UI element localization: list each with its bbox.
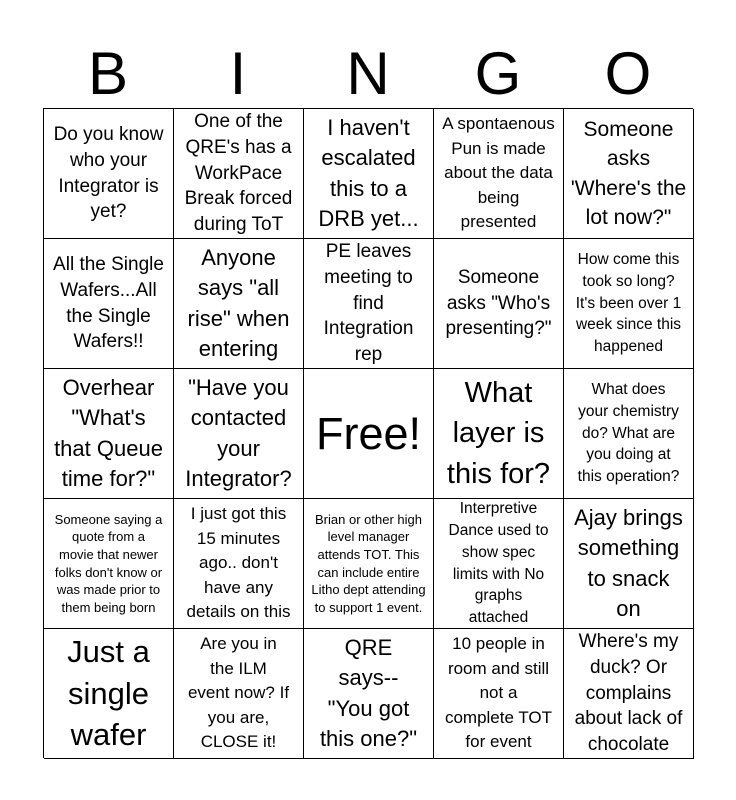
cell-text: How come this took so long? It's been over 1 week since this happened <box>575 251 682 356</box>
header-letter-g: G <box>474 40 522 107</box>
cell-text: I just got this 15 minutes ago.. don't have any details on this <box>186 503 291 622</box>
cell-text: Someone saying a quote from a movie that newer folks don't know or was made prior to them being born <box>54 511 163 615</box>
bingo-cell-free[interactable] <box>304 369 434 499</box>
header-letter-b: B <box>87 40 129 107</box>
free-space-text: Free! <box>315 407 422 459</box>
cell-text: A spontaenous Pun is made about the data being presented <box>442 113 555 232</box>
bingo-cell-r4c4[interactable] <box>434 499 564 629</box>
cell-text: Just a single wafer <box>67 633 150 753</box>
cell-text: 10 people in room and still not a complete TOT for event <box>444 633 553 752</box>
cell-text: Overhear "What's that Queue time for?" <box>54 374 163 491</box>
bingo-header <box>43 40 693 108</box>
cell-text: Do you know who your Integrator is yet? <box>53 124 164 223</box>
bingo-cell-r1c1[interactable] <box>44 109 174 239</box>
cell-text: Anyone says "all rise" when entering <box>187 244 290 361</box>
header-letter-o: O <box>604 40 652 107</box>
bingo-cell-r3c2[interactable] <box>174 369 304 499</box>
cell-text: "Have you contacted your Integrator? <box>185 374 292 491</box>
bingo-cell-r5c1[interactable] <box>44 629 174 759</box>
cell-text: All the Single Wafers...All the Single Wafers!! <box>53 254 164 353</box>
cell-text: Ajay brings something to snack on <box>574 504 683 621</box>
cell-text: What does your chemistry do? What are you doing at this operation? <box>577 381 680 486</box>
cell-text: What layer is this for? <box>446 376 551 490</box>
bingo-cell-r5c3[interactable] <box>304 629 434 759</box>
cell-text: Interpretive Dance used to show spec limits with No graphs attached <box>448 500 549 626</box>
bingo-cell-r2c2[interactable] <box>174 239 304 369</box>
header-letter-n: N <box>346 40 390 107</box>
bingo-cell-r3c4[interactable] <box>434 369 564 499</box>
bingo-board <box>43 108 693 758</box>
bingo-cell-r3c1[interactable] <box>44 369 174 499</box>
bingo-cell-r4c2[interactable] <box>174 499 304 629</box>
cell-text: Brian or other high level manager attends TOT. This can include entire Litho dept attending to support 1 event. <box>311 511 426 615</box>
bingo-cell-r2c3[interactable] <box>304 239 434 369</box>
bingo-cell-r1c3[interactable] <box>304 109 434 239</box>
bingo-cell-r3c5[interactable] <box>564 369 694 499</box>
bingo-cell-r4c3[interactable] <box>304 499 434 629</box>
bingo-cell-r4c1[interactable] <box>44 499 174 629</box>
bingo-cell-r2c4[interactable] <box>434 239 564 369</box>
bingo-cell-r1c5[interactable] <box>564 109 694 239</box>
cell-text: Are you in the ILM event now? If you are, CLOSE it! <box>187 633 290 752</box>
bingo-cell-r1c4[interactable] <box>434 109 564 239</box>
bingo-cell-r1c2[interactable] <box>174 109 304 239</box>
bingo-cell-r5c5[interactable] <box>564 629 694 759</box>
cell-text: QRE says-- "You got this one?" <box>319 634 418 751</box>
bingo-cell-r5c4[interactable] <box>434 629 564 759</box>
cell-text: Someone asks 'Where's the lot now?" <box>570 117 687 229</box>
cell-text: Someone asks "Who's presenting?" <box>445 267 552 340</box>
bingo-cell-r4c5[interactable] <box>564 499 694 629</box>
header-letter-i: I <box>229 40 247 107</box>
bingo-cell-r5c2[interactable] <box>174 629 304 759</box>
bingo-cell-r2c1[interactable] <box>44 239 174 369</box>
cell-text: I haven't escalated this to a DRB yet... <box>318 114 419 231</box>
bingo-cell-r2c5[interactable] <box>564 239 694 369</box>
cell-text: Where's my duck? Or complains about lack of chocolate <box>574 631 683 755</box>
cell-text: PE leaves meeting to find Integration rep <box>323 241 414 365</box>
cell-text: One of the QRE's has a WorkPace Break forced during ToT <box>184 111 293 235</box>
